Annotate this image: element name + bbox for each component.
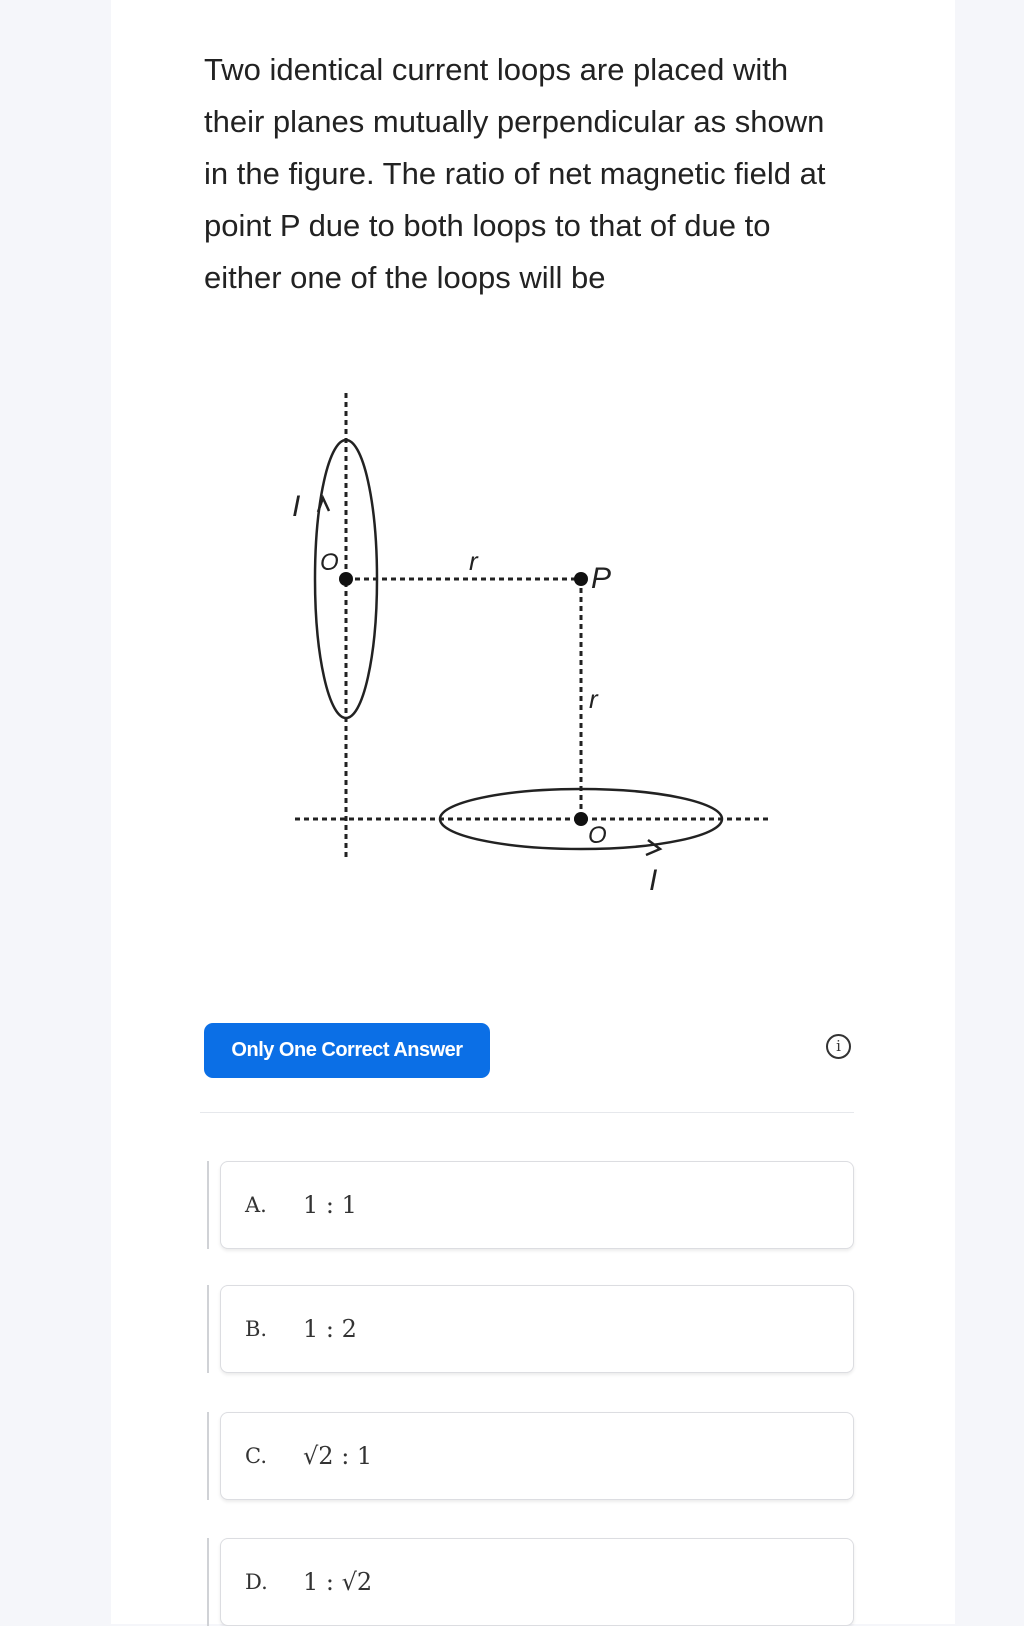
- question-text: Two identical current loops are placed with their planes mutually perpendicular as shown in the figure. The ratio of net magnetic field at point P due to both loops to that of due to either one of the loops will be: [204, 52, 826, 295]
- svg-text:I: I: [649, 864, 658, 897]
- option-value: 1 : 1: [303, 1191, 357, 1219]
- point-p-dot: [574, 572, 588, 586]
- option-c[interactable]: [220, 1412, 854, 1500]
- option-letter: C.: [245, 1444, 267, 1468]
- option-b[interactable]: [220, 1285, 854, 1373]
- option-d[interactable]: [220, 1538, 854, 1626]
- center-dot-1: [339, 572, 353, 586]
- option-bar: [207, 1412, 209, 1500]
- question-type-badge: Only One Correct Answer: [204, 1023, 490, 1078]
- option-letter: D.: [245, 1570, 268, 1594]
- svg-text:r: r: [589, 684, 598, 714]
- option-letter: B.: [245, 1317, 268, 1341]
- svg-text:I: I: [292, 490, 301, 523]
- option-bar: [207, 1161, 209, 1249]
- svg-text:r: r: [469, 546, 478, 576]
- current-arrow-2: [646, 840, 660, 855]
- option-a[interactable]: [220, 1161, 854, 1249]
- svg-text:P: P: [591, 562, 612, 595]
- option-value: 1 : √2: [303, 1568, 373, 1596]
- option-bar: [207, 1538, 209, 1626]
- svg-text:O: O: [588, 822, 607, 849]
- option-value: √2 : 1: [303, 1442, 373, 1470]
- option-value: 1 : 2: [303, 1315, 357, 1343]
- center-dot-2: [574, 812, 588, 826]
- divider: [200, 1112, 854, 1113]
- option-bar: [207, 1285, 209, 1373]
- svg-text:O: O: [320, 549, 339, 576]
- option-letter: A.: [245, 1193, 267, 1217]
- info-icon[interactable]: i: [826, 1034, 851, 1059]
